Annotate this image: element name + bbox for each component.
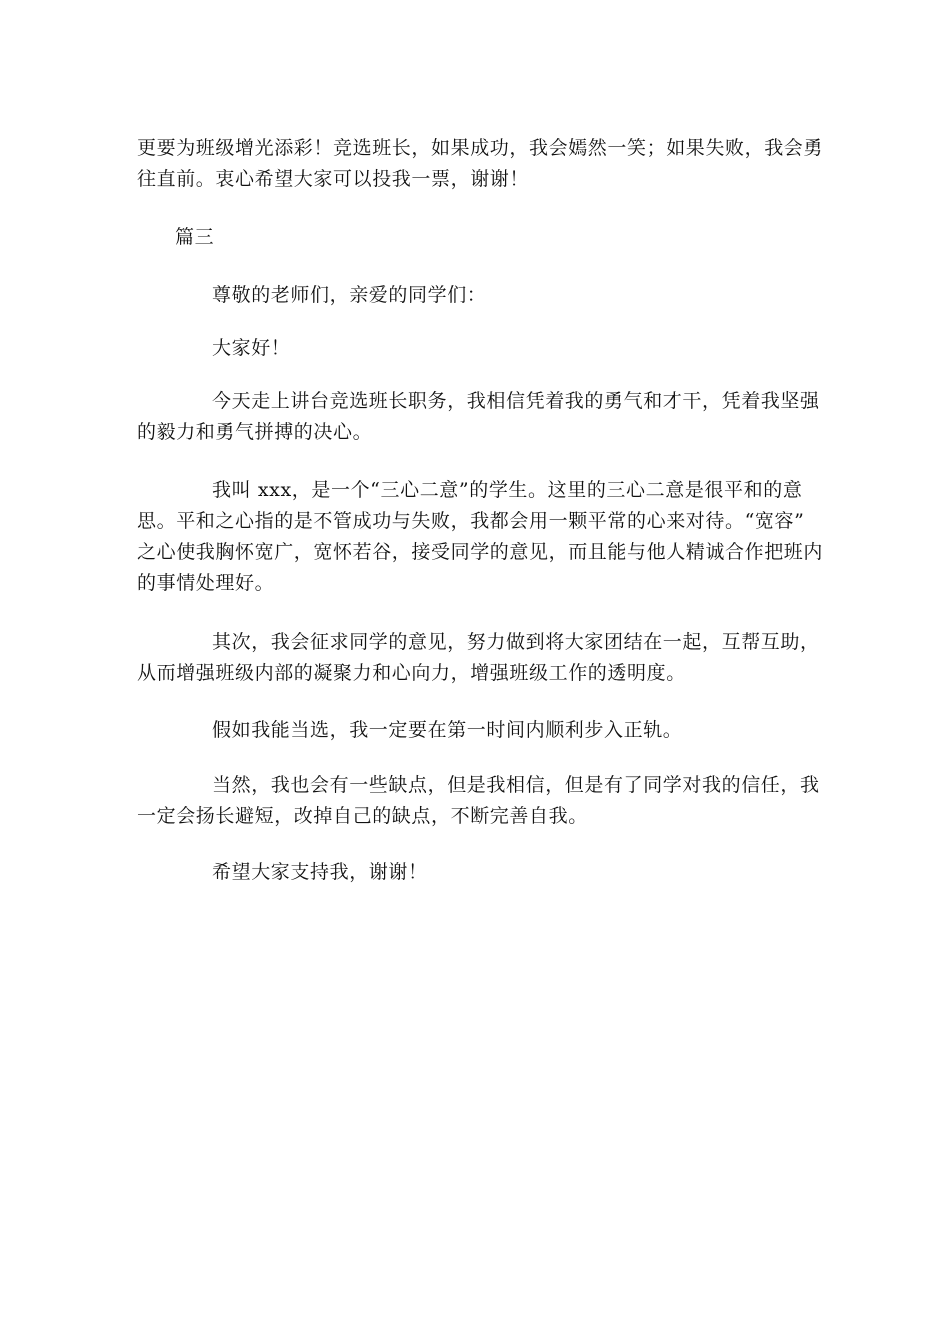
closing-paragraph	[137, 857, 817, 888]
paragraph-line: 往直前。衷心希望大家可以投我一票，谢谢！	[137, 168, 530, 190]
body-paragraph-2	[137, 475, 824, 599]
paragraph-line: 思。平和之心指的是不管成功与失败，我都会用一颗平常的心来对待。“宽容”	[137, 510, 805, 532]
intro-paragraph	[137, 133, 824, 195]
section-heading	[137, 222, 817, 253]
paragraph-line: 更要为班级增光添彩！竞选班长，如果成功，我会嫣然一笑；如果失败，我会勇	[137, 137, 824, 159]
paragraph-line: 从而增强班级内部的凝聚力和心向力，增强班级工作的透明度。	[137, 662, 686, 684]
paragraph-line: 的毅力和勇气拼搏的决心。	[137, 421, 373, 443]
body-paragraph-3	[137, 627, 820, 689]
paragraph-line: 其次，我会征求同学的意见，努力做到将大家团结在一起，互帮互助，	[212, 631, 820, 653]
paragraph-line: 我叫 xxx，是一个“三心二意”的学生。这里的三心二意是很平和的意	[212, 479, 803, 501]
paragraph-line: 希望大家支持我，谢谢！	[212, 861, 428, 883]
paragraph-line: 一定会扬长避短，改掉自己的缺点，不断完善自我。	[137, 805, 588, 827]
greeting-text: 尊敬的老师们，亲爱的同学们：	[212, 284, 487, 306]
hello-text: 大家好！	[212, 337, 291, 359]
paragraph-line: 的事情处理好。	[137, 572, 275, 594]
body-paragraph-1	[137, 386, 820, 448]
paragraph-line: 之心使我胸怀宽广，宽怀若谷，接受同学的意见，而且能与他人精诚合作把班内	[137, 541, 824, 563]
hello	[137, 333, 817, 364]
section-heading-text: 篇三	[175, 226, 215, 248]
body-paragraph-5	[137, 770, 820, 832]
paragraph-line: 今天走上讲台竞选班长职务，我相信凭着我的勇气和才干，凭着我坚强	[212, 390, 820, 412]
paragraph-line: 假如我能当选，我一定要在第一时间内顺利步入正轨。	[212, 719, 683, 741]
greeting	[137, 280, 817, 311]
body-paragraph-4	[137, 715, 817, 746]
paragraph-line: 当然，我也会有一些缺点，但是我相信，但是有了同学对我的信任，我	[212, 774, 820, 796]
